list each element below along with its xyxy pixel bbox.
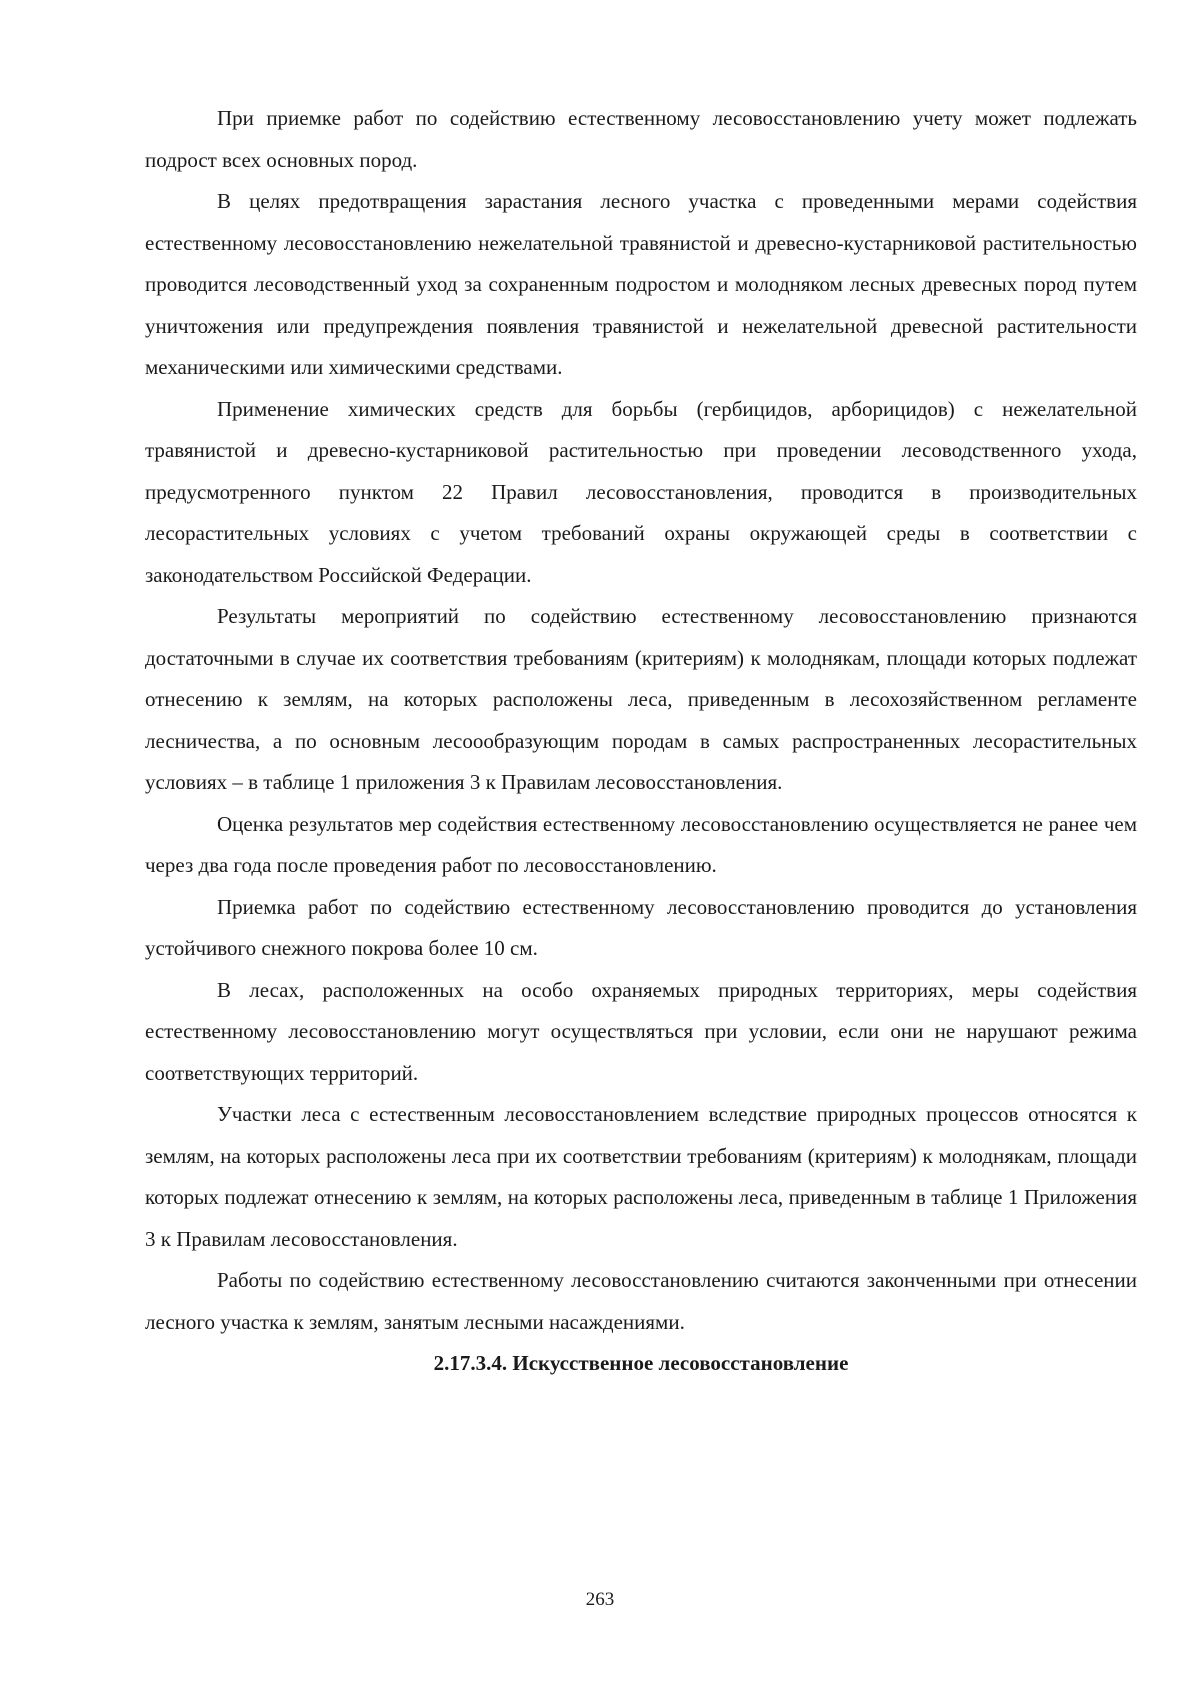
paragraph-5: Оценка результатов мер содействия естественному лесовосстановлению осуществляется не ранее чем через два года после проведения работ по лесовосстановлению. — [145, 811, 1137, 877]
paragraph-1: При приемке работ по содействию естественному лесовосстановлению учету может подлежать подрост всех основных пород. — [145, 106, 1137, 172]
paragraph-7: В лесах, расположенных на особо охраняемых природных территориях, меры содействия естественному лесовосстановлению могут осуществляться при условии, если они не нарушают режима соответствующих территорий. — [145, 977, 1137, 1085]
paragraph-2: В целях предотвращения зарастания лесного участка с проведенными мерами содействия естественному лесовосстановлению нежелательной травянистой и древесно-кустарниковой растительностью проводится лесоводственный уход за сохраненным подростом и молодняком лесных древесных пород путем уничтожения или предупреждения появления травянистой и нежелательной древесной растительности механическими или химическими средствами. — [145, 189, 1137, 379]
paragraph-8: Участки леса с естественным лесовосстановлением вследствие природных процессов относятся к землям, на которых расположены леса при их соответствии требованиям (критериям) к молоднякам, площади которых подлежат отнесению к землям, на которых расположены леса, приведенным в таблице 1 Приложения 3 к Правилам лесовосстановления. — [145, 1102, 1137, 1251]
page-body — [145, 98, 1137, 1385]
paragraph-3: Применение химических средств для борьбы (гербицидов, арборицидов) с нежелательной травянистой и древесно-кустарниковой растительностью при проведении лесоводственного ухода, предусмотренного пунктом 22 Правил лесовосстановления, проводится в производительных лесорастительных условиях с учетом требований охраны окружающей среды в соответствии с законодательством Российской Федерации. — [145, 396, 1137, 587]
paragraph-6: Приемка работ по содействию естественному лесовосстановлению проводится до установления устойчивого снежного покрова более 10 см. — [145, 894, 1137, 960]
paragraph-4: Результаты мероприятий по содействию естественному лесовосстановлению признаются достаточными в случае их соответствия требованиям (критериям) к молоднякам, площади которых подлежат отнесению к землям, на которых расположены леса, приведенным в лесохозяйственном регламенте лесничества, а по основным лесоообразующим породам в самых распространенных лесорастительных условиях – в таблице 1 приложения 3 к Правилам лесовосстановления. — [145, 604, 1137, 794]
page-number: 263 — [585, 1589, 615, 1610]
section-heading: 2.17.3.4. Искусственное лесовосстановление — [433, 1351, 849, 1375]
paragraph-9: Работы по содействию естественному лесовосстановлению считаются законченными при отнесении лесного участка к землям, занятым лесными насаждениями. — [145, 1268, 1137, 1334]
